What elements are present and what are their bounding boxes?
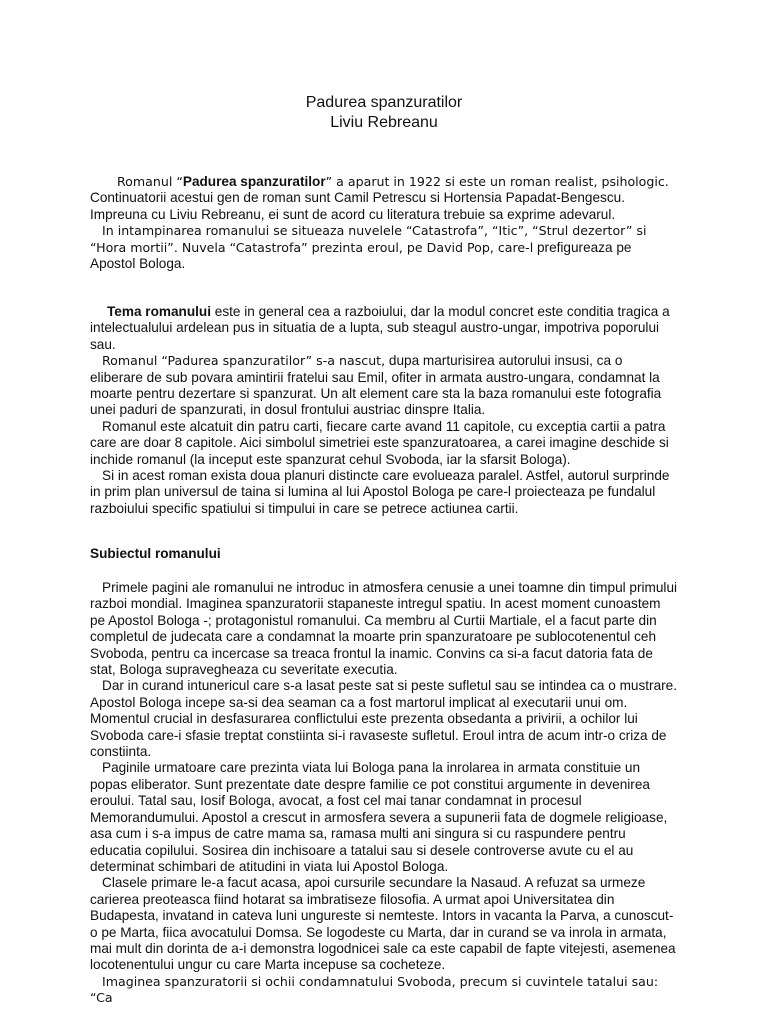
intro-section: [90, 174, 678, 272]
tema-paragraph-3: Romanul este alcatuit din patru carti, fiecare carte avand 11 capitole, cu exceptia cartii a patra care are doar 8 capitole. Aici simbolul simetriei este spanzuratoarea, a carei imagine deschide si inchide romanul (la inceput este spanzurat cehul Svoboda, iar la sfarsit Bologa).: [90, 418, 669, 467]
intro-p1-post: ” a aparut in 1922 si este un roman realist, psihologic.: [325, 174, 669, 189]
tema-p1-rest: este in general cea a razboiului, dar la modul concret este conditia tragica a intelectualului ardelean pus in situatia de a lupta, sub steagul austro-ungar, impotriva poporului sau.: [90, 304, 670, 352]
novel-title-bold: Padurea spanzuratilor: [182, 174, 326, 189]
tema-heading-bold: Tema romanului: [107, 304, 211, 319]
subiect-heading: Subiectul romanului: [90, 546, 221, 561]
intro-p1-rest: Continuatorii acestui gen de roman sunt Camil Petrescu si Hortensia Papadat-Bengescu. Impreuna cu Liviu Rebreanu, ei sunt de acord cu literatura trebuie sa exprime adevarul.: [90, 190, 625, 222]
subiect-paragraph-2: Dar in curand intunericul care s-a lasat peste sat si peste sufletul sau se intindea ca o mustrare. Apostol Bologa incepe sa-si dea seaman ca a fost martorul implicat al executarii unui om. Momentul crucial in desfasurarea conflictului este prezenta obsedanta a privirii, a ochilor lui Svoboda care-i sfasie treptat constiinta si-i ravaseste sufletul. Eroul intra de acum intr-o criza de constiinta.: [90, 678, 678, 760]
intro-p1-pre: Romanul “: [117, 174, 183, 189]
subiect-paragraph-5: Imaginea spanzuratorii si ochii condamnatului Svoboda, precum si cuvintele tatalui sau: “Ca: [90, 973, 659, 1006]
intro-paragraph-2: [90, 223, 678, 272]
intro-p2-b: prefigureaza pe Apostol Bologa.: [90, 239, 632, 272]
tema-paragraph-1: [90, 304, 678, 353]
document-author: Liviu Rebreanu: [330, 114, 438, 131]
subiect-paragraph-4: Clasele primare le-a facut acasa, apoi cursurile secundare la Nasaud. A refuzat sa urmeze carierea preoteasca fiind hotarat sa imbratiseze filosofia. A urmat apoi Universitatea din Budapesta, invatand in cateva luni ungureste si nemteste. Intors in vacanta la Parva, a cunoscut-o pe Marta, fiica avocatului Domsa. Se logodeste cu Marta, dar in curand se va inrola in armata, mai mult din dorinta de a-i demonstra logodnicei sale ca este capabil de fapte vitejesti, asemenea locotenentului ungur cu care Marta incepuse sa cocheteze.: [90, 875, 676, 973]
title-block: [0, 93, 768, 133]
subiect-paragraph-3: Paginile urmatoare care prezinta viata lui Bologa pana la inrolarea in armata constituie un popas eliberator. Sunt prezentate date despre familie ce pot constitui argumente in devenirea eroului. Tatal sau, Iosif Bologa, avocat, a fost cel mai tanar condamnat in procesul Memorandumului. Apostol a crescut in armosfera severa a supunerii fata de dogmele religioase, asa cum i s-a impus de catre mama sa, ramasa multi ani singura si cu raspundere pentru educatia copilului. Sosirea din inchisoare a tatalui sau si desele controverse avute cu el au determinat schimbari de atitudini in viata lui Apostol Bologa.: [90, 760, 668, 874]
tema-p2-a: Romanul “Padurea spanzuratilor” s-a nascut,: [102, 353, 386, 369]
subiect-paragraph-1: Primele pagini ale romanului ne introduc in atmosfera cenusie a unei toamne din timpul primului razboi mondial. Imaginea spanzuratorii stapaneste intregul spatiu. In acest moment cunoastem pe Apostol Bologa -; protagonistul romanului. Ca membru al Curtii Martiale, el a facut parte din completul de judecata care a condamnat la moarte prin spanzuratoare pe sublocotenentul ceh Svoboda, pentru ca incercase sa treaca frontul la inamic. Convins ca si-a facut datoria fata de stat, Bologa supravegheaza cu severitate executia.: [90, 580, 678, 678]
tema-section: [90, 304, 678, 517]
tema-p2-b: dupa marturisirea autorului insusi, ca o eliberare de sub povara amintirii fratelui sau Emil, ofiter in armata austro-ungara, condamnat la moarte pentru dezertare si spanzurat. Un alt element care sta la baza romanului este fotografia unei paduri de spanzurati, in dosul frontului austriac dinspre Italia.: [90, 353, 662, 418]
document-title: Padurea spanzuratilor: [305, 94, 463, 111]
subiect-section: [90, 580, 678, 1007]
tema-paragraph-4: Si in acest roman exista doua planuri distincte care evolueaza paralel. Astfel, autorul surprinde in prim plan universul de taina si lumina al lui Apostol Bologa pe care-l proiecteaza pe fundalul razboiului specific spatiului si timpului in care se petrece actiunea cartii.: [90, 468, 670, 516]
intro-paragraph-1: [90, 174, 678, 223]
intro-p2-a: In intampinarea romanului se situeaza nuvelele “Catastrofa”, “Itic”, “Strul dezertor” si “Hora mortii”. Nuvela “Catastrofa” prezinta eroul, pe David Pop, care-l: [90, 223, 647, 255]
tema-paragraph-2: [90, 353, 678, 419]
